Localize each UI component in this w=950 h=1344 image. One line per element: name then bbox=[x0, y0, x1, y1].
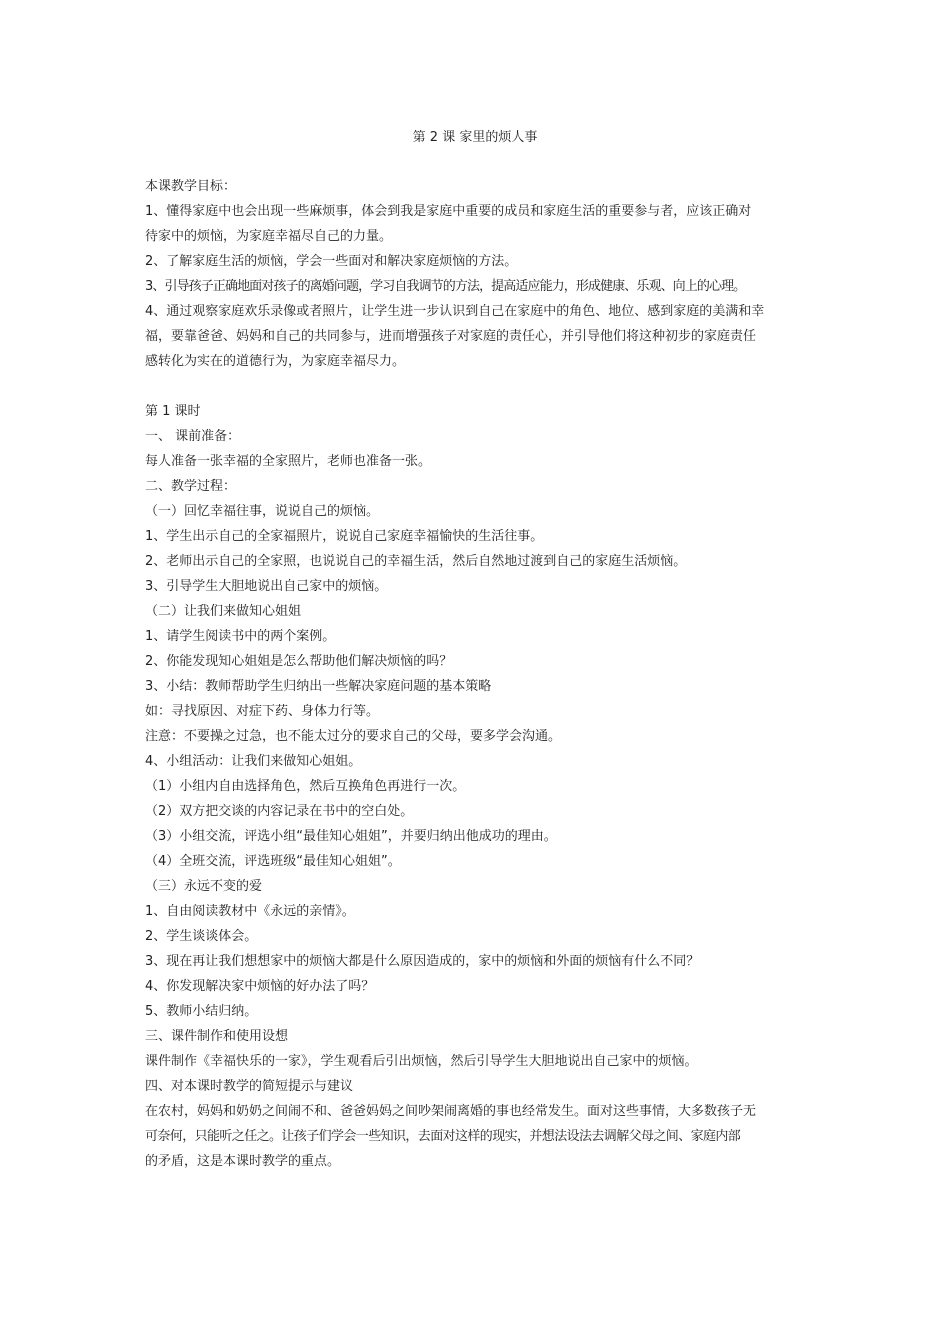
lesson-line: 一、 课前准备： bbox=[145, 429, 241, 444]
lesson-line: 的矛盾，这是本课时教学的重点。 bbox=[145, 1154, 341, 1169]
lesson-heading: 第 1 课时 bbox=[145, 404, 201, 419]
document-body bbox=[145, 174, 817, 1174]
goal-line: 2、了解家庭生活的烦恼，学会一些面对和解决家庭烦恼的方法。 bbox=[145, 254, 518, 269]
lesson-line: 3、现在再让我们想想家中的烦恼大都是什么原因造成的，家中的烦恼和外面的烦恼有什么不同？ bbox=[145, 954, 700, 969]
lesson-line: 3、引导学生大胆地说出自己家中的烦恼。 bbox=[145, 579, 388, 594]
lesson-line: 课件制作《幸福快乐的一家》，学生观看后引出烦恼，然后引导学生大胆地说出自己家中的烦恼。 bbox=[145, 1054, 698, 1069]
page-title: 第 2 课 家里的烦人事 bbox=[412, 130, 538, 145]
lesson-line: 二、教学过程： bbox=[145, 479, 237, 494]
lesson-line: 2、学生谈谈体会。 bbox=[145, 929, 258, 944]
lesson-line: （三）永远不变的爱 bbox=[145, 879, 263, 894]
lesson-line: 注意：不要操之过急，也不能太过分的要求自己的父母，要多学会沟通。 bbox=[145, 729, 562, 744]
lesson-line: （一）回忆幸福往事，说说自己的烦恼。 bbox=[145, 504, 380, 519]
lesson-line: 每人准备一张幸福的全家照片，老师也准备一张。 bbox=[145, 454, 432, 469]
goal-line: 待家中的烦恼，为家庭幸福尽自己的力量。 bbox=[145, 229, 393, 244]
lesson-line: 3、小结：教师帮助学生归纳出一些解决家庭问题的基本策略 bbox=[145, 679, 492, 694]
goal-line: 感转化为实在的道德行为，为家庭幸福尽力。 bbox=[145, 354, 406, 369]
goal-line: 4、通过观察家庭欢乐录像或者照片，让学生进一步认识到自己在家庭中的角色、地位、感到家庭的美满和幸 bbox=[145, 304, 765, 319]
goal-line: 3、引导孩子正确地面对孩子的离婚问题，学习自我调节的方法，提高适应能力，形成健康、乐观、向上的心理。 bbox=[145, 279, 746, 294]
goal-line: 1、懂得家庭中也会出现一些麻烦事，体会到我是家庭中重要的成员和家庭生活的重要参与者，应该正确对 bbox=[145, 204, 752, 219]
goal-line: 福，要靠爸爸、妈妈和自己的共同参与，进而增强孩子对家庭的责任心，并引导他们将这种初步的家庭责任 bbox=[145, 329, 757, 344]
lesson-line: 四、对本课时教学的简短提示与建议 bbox=[145, 1079, 354, 1094]
lesson-line: 2、你能发现知心姐姐是怎么帮助他们解决烦恼的吗？ bbox=[145, 654, 453, 669]
lesson-line: 三、课件制作和使用设想 bbox=[145, 1029, 289, 1044]
paragraph-gap bbox=[145, 374, 817, 399]
lesson-line: 4、你发现解决家中烦恼的好办法了吗？ bbox=[145, 979, 375, 994]
lesson-line: （二）让我们来做知心姐姐 bbox=[145, 604, 302, 619]
lesson-line: （4）全班交流，评选班级“最佳知心姐姐”。 bbox=[145, 854, 401, 869]
lesson-line: 在农村，妈妈和奶奶之间闹不和、爸爸妈妈之间吵架闹离婚的事也经常发生。面对这些事情，大多数孩子无 bbox=[145, 1104, 757, 1119]
goals-heading: 本课教学目标： bbox=[145, 179, 237, 194]
lesson-line: （3）小组交流，评选小组“最佳知心姐姐”，并要归纳出他成功的理由。 bbox=[145, 829, 557, 844]
lesson-line: 4、小组活动：让我们来做知心姐姐。 bbox=[145, 754, 362, 769]
lesson-line: 5、教师小结归纳。 bbox=[145, 1004, 258, 1019]
lesson-line: 2、老师出示自己的全家照，也说说自己的幸福生活，然后自然地过渡到自己的家庭生活烦恼。 bbox=[145, 554, 687, 569]
lesson-line: 如：寻找原因、对症下药、身体力行等。 bbox=[145, 704, 380, 719]
lesson-line: 1、请学生阅读书中的两个案例。 bbox=[145, 629, 336, 644]
lesson-line: 1、自由阅读教材中《永远的亲情》。 bbox=[145, 904, 355, 919]
lesson-line: （2）双方把交谈的内容记录在书中的空白处。 bbox=[145, 804, 414, 819]
lesson-line: （1）小组内自由选择角色，然后互换角色再进行一次。 bbox=[145, 779, 466, 794]
lesson-line: 可奈何，只能听之任之。让孩子们学会一些知识，去面对这样的现实，并想法设法去调解父母之间、家庭内部 bbox=[145, 1129, 741, 1144]
lesson-line: 1、学生出示自己的全家福照片，说说自己家庭幸福愉快的生活往事。 bbox=[145, 529, 544, 544]
